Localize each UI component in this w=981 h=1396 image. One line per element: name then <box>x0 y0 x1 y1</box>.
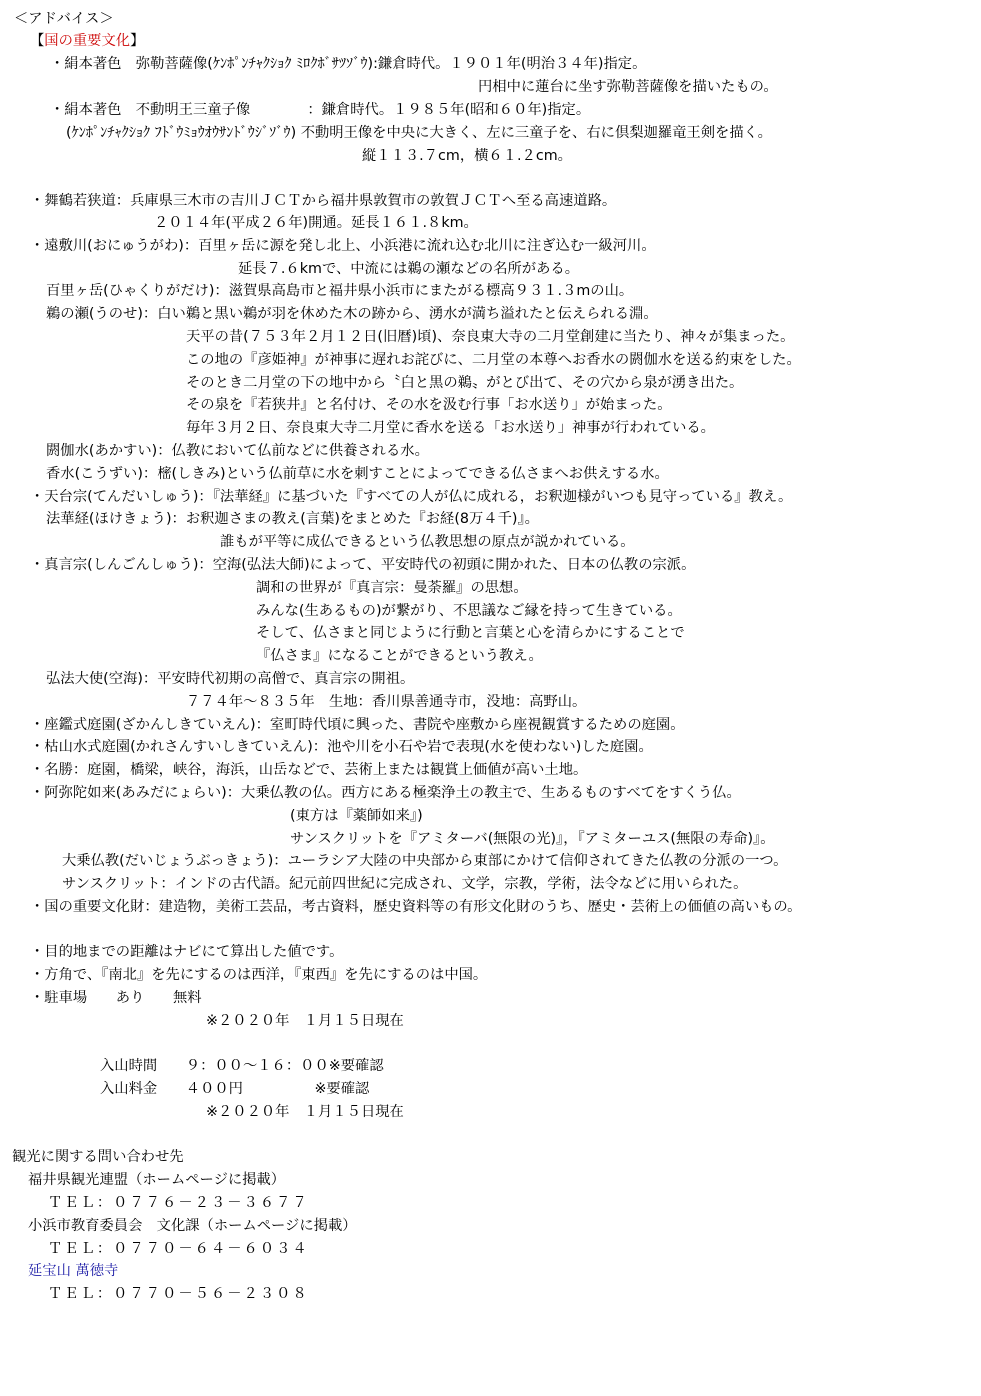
contact-2-name: 小浜市教育委員会 文化課（ホームページに掲載） <box>28 1218 357 1234</box>
meisho-line: ・名勝：庭園，橋梁，峡谷，海浜，山岳などで、芸術上または観賞上価値が高い土地。 <box>30 762 588 778</box>
kozui-line: 香水(こうずい)：樒(しきみ)という仏前草に水を刺すことによってできる仏さまへお供えする水。 <box>46 466 669 482</box>
unose-line-2: 天平の昔(７５３年２月１２日(旧暦)頃)、奈良東大寺の二月堂創建に当たり、神々が集まった。 <box>186 329 795 345</box>
important-label: 国の重要文化 <box>44 33 131 49</box>
fee-note: 入山料金 ４００円 ※要確認 <box>100 1081 370 1097</box>
shingon-line-4: そして、仏さまと同じように行動と言葉と心を清らかにすることで <box>256 625 685 641</box>
advice-heading: ＜アドバイス＞ <box>14 11 114 27</box>
fudo-line-1: ・絹本著色 不動明王三童子像 ：鎌倉時代。１９８５年(昭和６０年)指定。 <box>50 102 591 118</box>
bracket-open: 【 <box>30 33 45 49</box>
maizuru-line-1: ・舞鶴若狭道：兵庫県三木市の吉川ＪＣＴから福井県敦賀市の敦賀ＪＣＴへ至る高速道路。 <box>30 193 617 209</box>
sanskrit-line: サンスクリット：インドの古代語。紀元前四世紀に完成され、文学，宗教，学術，法令などに用いられた。 <box>62 876 748 892</box>
important-heading <box>30 32 144 50</box>
date-note-2: ※２０２０年 １月１５日現在 <box>206 1104 404 1120</box>
miroku-line-2: 円相中に蓮台に坐す弥勒菩薩像を描いたもの。 <box>478 79 778 95</box>
fudo-line-2: (ｹﾝﾎﾟﾝﾁｬｸｼｮｸ ﾌﾄﾞｳﾐｮｳｵｳｻﾝﾄﾞｳｼﾞｿﾞｳ) 不動明王像を中央に大きく、左に三童子を、右に倶梨迦羅竜王剣を描く。 <box>66 125 772 141</box>
hoke-line-1: 法華経(ほけきょう)：お釈迦さまの教え(言葉)をまとめた『お経(8万４千)』。 <box>46 511 539 527</box>
kobo-line-1: 弘法大使(空海)：平安時代初期の高僧で、真言宗の開祖。 <box>46 671 415 687</box>
unose-line-6: 毎年３月２日、奈良東大寺二月堂に香水を送る「お水送り」神事が行われている。 <box>186 420 715 436</box>
hyakuri-line: 百里ヶ岳(ひゃくりがだけ)：滋賀県高島市と福井県小浜市にまたがる標高９３１.３mの山。 <box>46 283 634 299</box>
contact-1-name: 福井県観光連盟（ホームページに掲載） <box>28 1172 286 1188</box>
amida-line-2: (東方は『薬師如来』) <box>290 808 423 824</box>
miroku-line-1: ・絹本著色 弥勒菩薩像(ｹﾝﾎﾟﾝﾁｬｸｼｮｸ ﾐﾛｸﾎﾞｻﾂｿﾞｳ):鎌倉時代。１９０１年(明治３４年)指定。 <box>50 56 647 72</box>
bracket-close: 】 <box>130 33 145 49</box>
amida-line-1: ・阿弥陀如来(あみだにょらい)：大乗仏教の仏。西方にある極楽浄土の教主で、生あるものすべてをすくう仏。 <box>30 785 741 801</box>
distance-note: ・目的地までの距離はナビにて算出した値です。 <box>30 944 344 960</box>
contact-3-name[interactable]: 延宝山 萬徳寺 <box>28 1263 119 1279</box>
unose-line-1: 鵜の瀬(うのせ)：白い鵜と黒い鵜が羽を休めた木の跡から、湧水が満ち溢れたと伝えられる淵。 <box>46 306 658 322</box>
amida-line-3: サンスクリットを『アミターバ(無限の光)』，『アミターユス(無限の寿命)』。 <box>290 831 775 847</box>
unose-line-4: そのとき二月堂の下の地中から〝白と黒の鵜〟がとび出て、その穴から泉が湧き出た。 <box>186 375 744 391</box>
daijo-line: 大乗仏教(だいじょうぶっきょう)：ユーラシア大陸の中央部から東部にかけて信仰されてきた仏教の分派の一つ。 <box>62 853 788 869</box>
shingon-line-3: みんな(生あるもの)が繋がり、不思議なご縁を持って生きている。 <box>256 603 682 619</box>
onyu-line-1: ・遠敷川(おにゅうがわ)：百里ヶ岳に源を発し北上、小浜港に流れ込む北川に注ぎ込む一級河川。 <box>30 238 656 254</box>
hoke-line-2: 誰もが平等に成仏できるという仏教思想の原点が説かれている。 <box>220 534 635 550</box>
contact-1-tel: ＴＥＬ：０７７６－２３－３６７７ <box>48 1195 309 1211</box>
shingon-line-1: ・真言宗(しんごんしゅう)：空海(弘法大師)によって、平安時代の初頭に開かれた、日本の仏教の宗派。 <box>30 557 696 573</box>
parking-note: ・駐車場 あり 無料 <box>30 990 202 1006</box>
shingon-line-5: 『仏さま』になることができるという教え。 <box>256 648 543 664</box>
contact-2-tel: ＴＥＬ：０７７０－６４－６０３４ <box>48 1241 309 1257</box>
contact-3-tel: ＴＥＬ：０７７０－５６－２３０８ <box>48 1286 309 1302</box>
date-note-1: ※２０２０年 １月１５日現在 <box>206 1013 404 1029</box>
unose-line-3: この地の『彦姫神』が神事に遅れお詫びに、二月堂の本尊へお香水の閼伽水を送る約束をした。 <box>186 352 801 368</box>
tendai-line: ・天台宗(てんだいしゅう)：『法華経』に基づいた『すべての人が仏に成れる，お釈迦様がいつも見守っている』教え。 <box>30 489 793 505</box>
hours-note: 入山時間 ９：００～１６：００※要確認 <box>100 1058 384 1074</box>
shingon-line-2: 調和の世界が『真言宗：曼荼羅』の思想。 <box>256 580 528 596</box>
karesan-line: ・枯山水式庭園(かれさんすいしきていえん)：池や川を小石や岩で表現(水を使わない)した庭園。 <box>30 739 653 755</box>
onyu-line-2: 延長７.６kmで、中流には鵜の瀬などの名所がある。 <box>238 261 579 277</box>
kobo-line-2: ７７４年～８３５年 生地：香川県善通寺市，没地：高野山。 <box>186 694 587 710</box>
maizuru-line-2: ２０１４年(平成２６年)開通。延長１６１.８km。 <box>154 215 478 231</box>
contacts-heading: 観光に関する問い合わせ先 <box>12 1149 184 1165</box>
direction-note: ・方角で、『南北』を先にするのは西洋，『東西』を先にするのは中国。 <box>30 967 488 983</box>
juyo-line: ・国の重要文化財：建造物，美術工芸品，考古資料，歴史資料等の有形文化財のうち、歴史・芸術上の価値の高いもの。 <box>30 899 802 915</box>
unose-line-5: その泉を『若狭井』と名付け、その水を汲む行事「お水送り」が始まった。 <box>186 397 672 413</box>
akasui-line: 閼伽水(あかすい)：仏教において仏前などに供養される水。 <box>46 443 429 459</box>
zakan-line: ・座鑑式庭園(ざかんしきていえん)：室町時代頃に興った、書院や座敷から座視観賞するための庭園。 <box>30 717 685 733</box>
fudo-line-3: 縦１１３.７cm，横６１.２cm。 <box>362 148 572 164</box>
